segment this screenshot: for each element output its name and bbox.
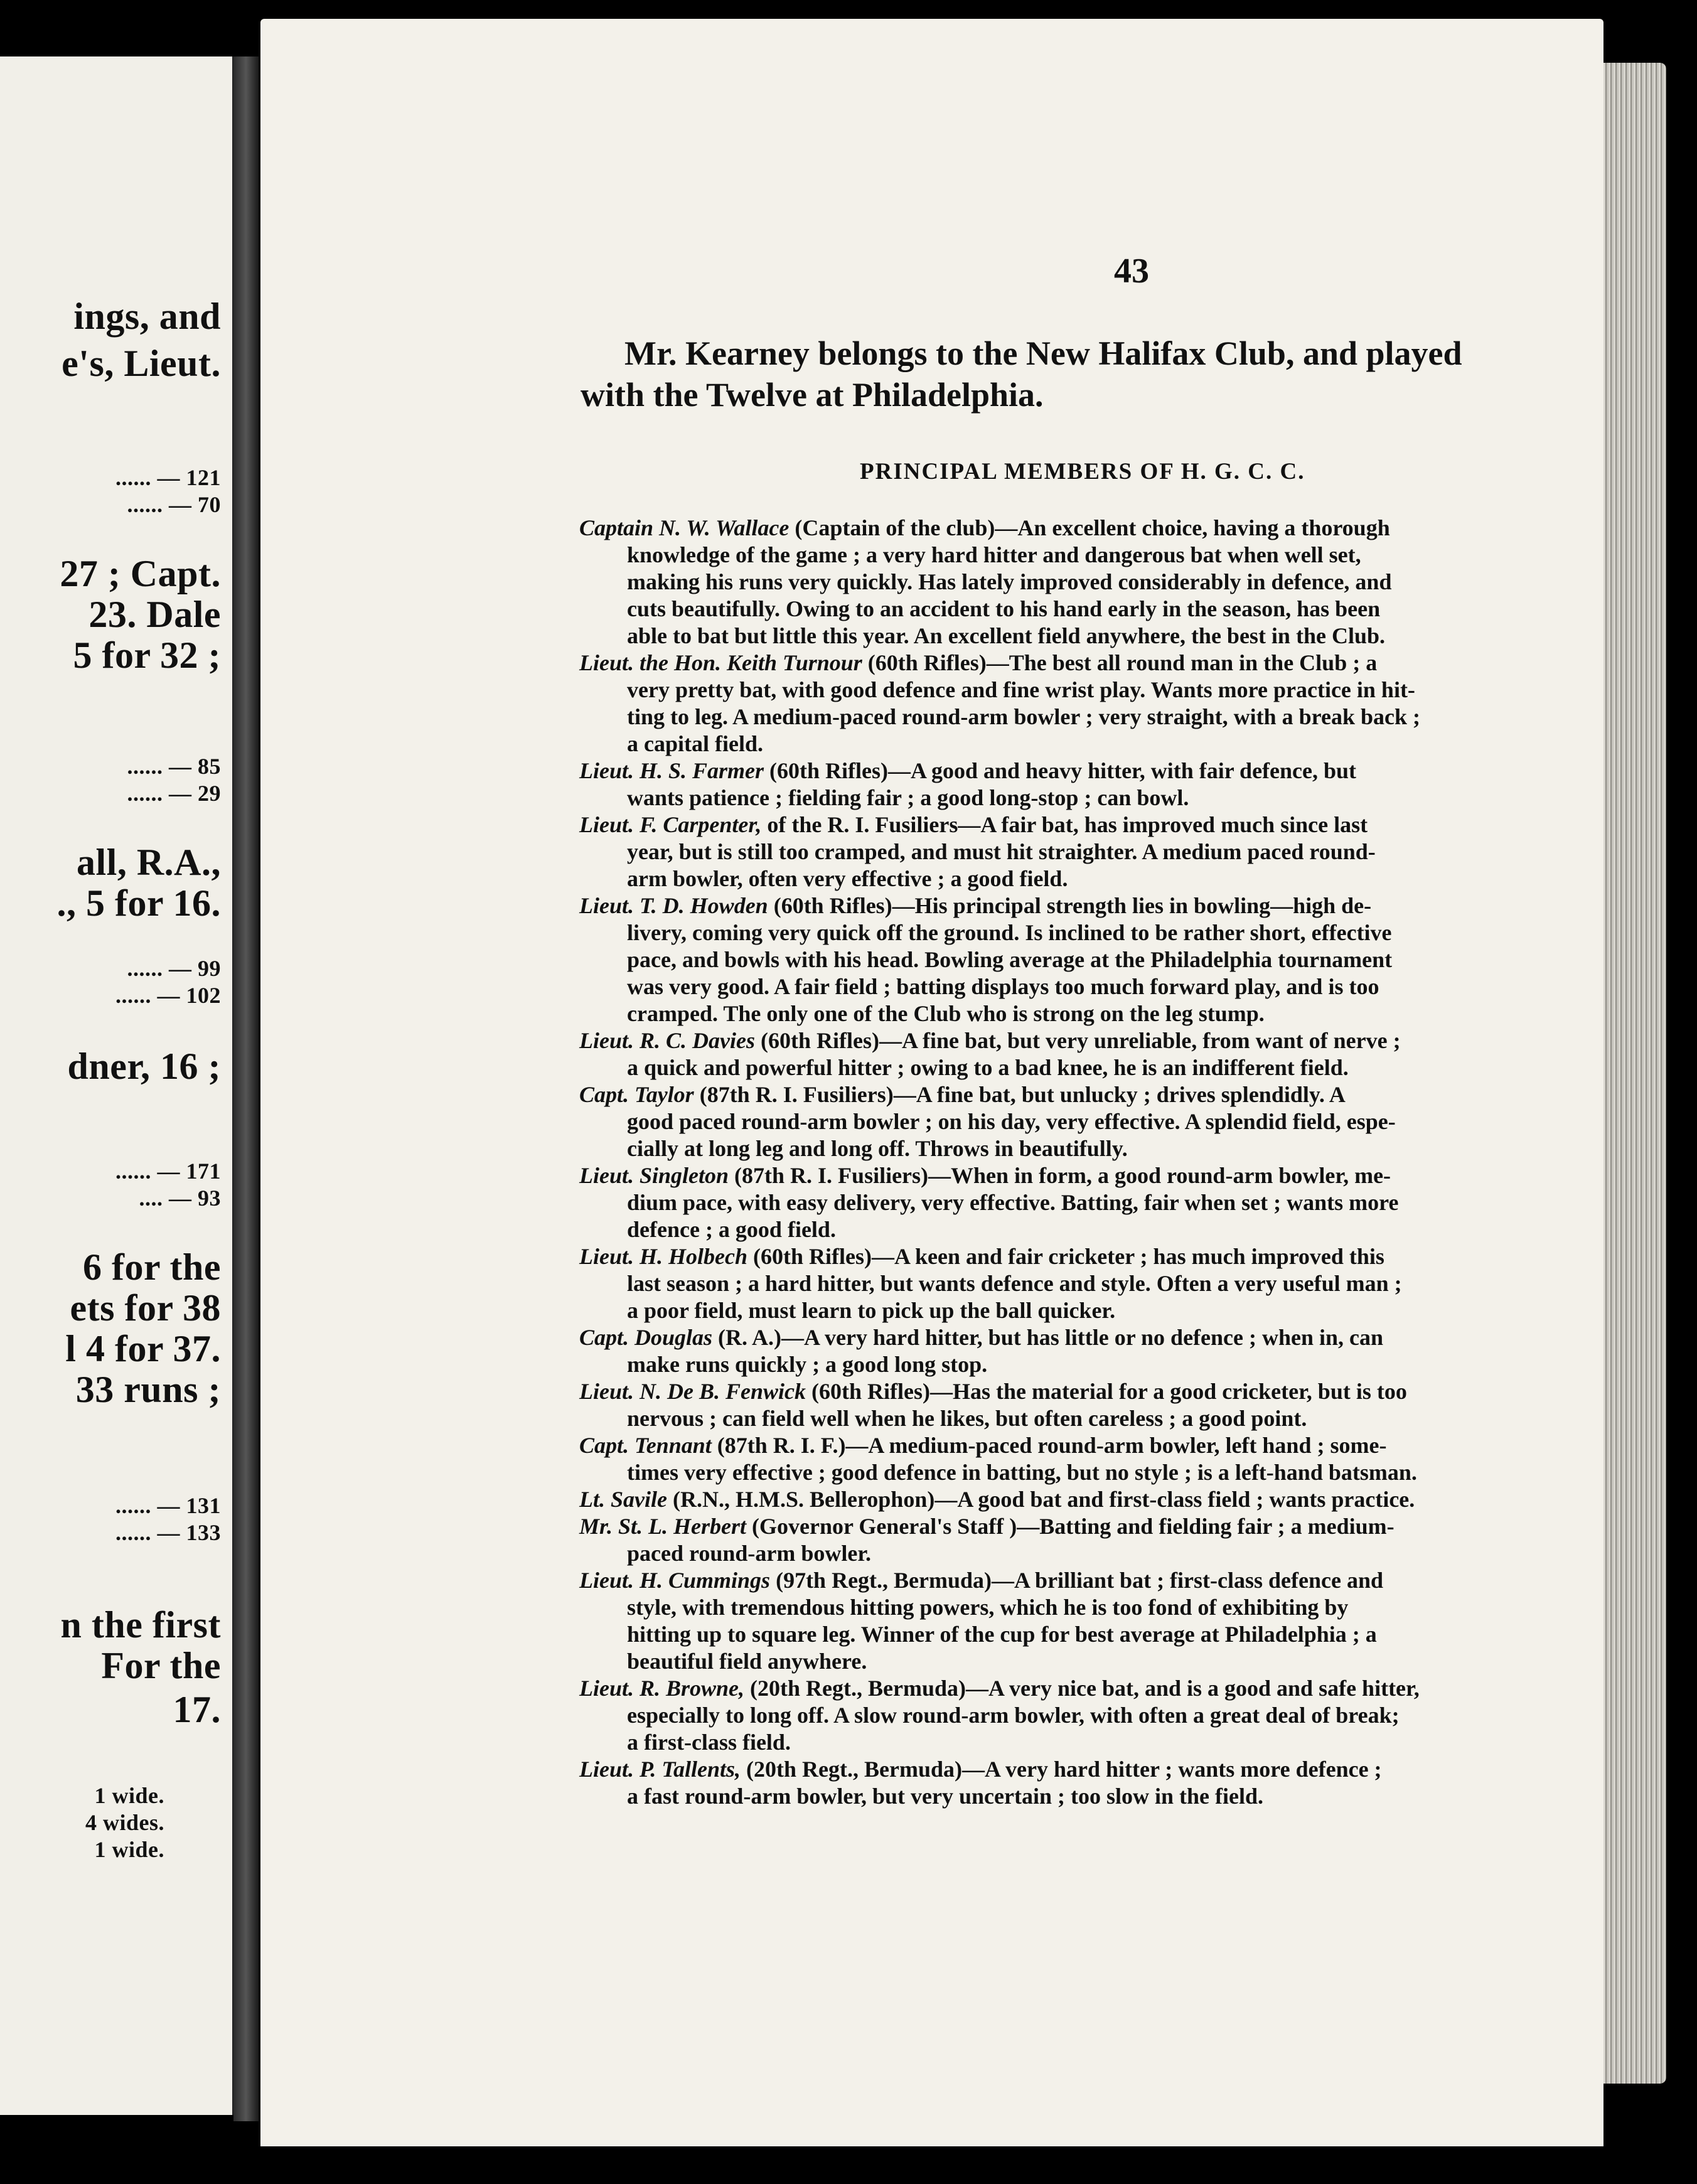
member-entry-line: especially to long off. A slow round-arm bowler, with often a great deal of break; (627, 1703, 1400, 1728)
left-page-line: all, R.A., (77, 842, 221, 883)
member-entry (579, 650, 1603, 757)
left-page-line: ets for 38 (70, 1287, 221, 1329)
member-name: Capt. Taylor (579, 1082, 694, 1107)
member-entry (579, 515, 1603, 650)
intro-line-2: with the Twelve at Philadelphia. (581, 376, 1044, 414)
member-entry-line: making his runs very quickly. Has lately improved considerably in defence, and (627, 569, 1392, 594)
member-entry-line: Mr. St. L. Herbert (Governor General's Staff )—Batting and fielding fair ; a medium- (579, 1514, 1395, 1539)
member-entry (579, 1567, 1603, 1675)
page-edges (1603, 63, 1666, 2084)
left-page-line: ...... — 102 (115, 983, 221, 1008)
section-heading: PRINCIPAL MEMBERS OF H. G. C. C. (860, 459, 1305, 484)
member-name: Lieut. H. S. Farmer (579, 758, 764, 783)
member-name: Lieut. the Hon. Keith Turnour (579, 650, 862, 675)
member-entry-line: a fast round-arm bowler, but very uncertain ; too slow in the field. (627, 1784, 1263, 1809)
member-entry-line: last season ; a hard hitter, but wants defence and style. Often a very useful man ; (627, 1271, 1402, 1296)
left-page-line: 17. (173, 1689, 221, 1730)
left-page-line: ings, and (73, 296, 221, 337)
left-page-line: ...... — 99 (127, 956, 221, 981)
member-name: Lieut. Singleton (579, 1163, 729, 1188)
member-entry (579, 811, 1603, 892)
member-entry-line: dium pace, with easy delivery, very effective. Batting, fair when set ; wants more (627, 1190, 1399, 1215)
member-entry-line: Lieut. H. Holbech (60th Rifles)—A keen and fair cricketer ; has much improved this (579, 1244, 1384, 1269)
member-entry-line: Lieut. R. C. Davies (60th Rifles)—A fine bat, but very unreliable, from want of nerve ; (579, 1028, 1401, 1053)
member-entry-line: defence ; a good field. (627, 1217, 836, 1242)
member-entry-line: pace, and bowls with his head. Bowling average at the Philadelphia tournament (627, 947, 1393, 972)
member-name: Capt. Tennant (579, 1433, 712, 1458)
member-entry-line: was very good. A fair field ; batting displays too much forward play, and is too (627, 974, 1379, 999)
member-entry-line: times very effective ; good defence in batting, but no style ; is a left-hand batsman. (627, 1460, 1417, 1485)
member-entry (579, 1756, 1603, 1810)
member-entry-line: Captain N. W. Wallace (Captain of the club)—An excellent choice, having a thorough (579, 515, 1390, 540)
member-entry-line: Capt. Taylor (87th R. I. Fusiliers)—A fine bat, but unlucky ; drives splendidly. A (579, 1082, 1346, 1107)
member-entry-line: a first-class field. (627, 1730, 791, 1755)
member-name: Mr. St. L. Herbert (579, 1514, 747, 1539)
member-entry-line: beautiful field anywhere. (627, 1649, 867, 1674)
book-gutter (233, 56, 259, 2121)
member-name: Captain N. W. Wallace (579, 515, 790, 540)
member-entry-line: a poor field, must learn to pick up the ball quicker. (627, 1298, 1116, 1323)
member-entry (579, 1324, 1603, 1378)
member-entry-line: Lieut. F. Carpenter, of the R. I. Fusiliers—A fair bat, has improved much since last (579, 812, 1368, 837)
member-entry (579, 1378, 1603, 1432)
member-entry-line: Capt. Tennant (87th R. I. F.)—A medium-paced round-arm bowler, left hand ; some- (579, 1433, 1387, 1458)
member-entry (579, 1486, 1603, 1513)
left-page-line: .... — 93 (139, 1186, 221, 1211)
member-entry-line: Lt. Savile (R.N., H.M.S. Bellerophon)—A good bat and first-class field ; wants practice. (579, 1487, 1415, 1512)
left-page-line: ...... — 133 (115, 1520, 221, 1545)
member-entry-line: Lieut. H. S. Farmer (60th Rifles)—A good and heavy hitter, with fair defence, but (579, 758, 1357, 783)
left-page-line: ...... — 70 (127, 492, 221, 517)
intro-line-1: Mr. Kearney belongs to the New Halifax Club, and played (624, 335, 1462, 372)
member-entry-line: cramped. The only one of the Club who is strong on the leg stump. (627, 1001, 1265, 1026)
left-page-line: 1 wide. (94, 1783, 164, 1808)
left-page-line: l 4 for 37. (65, 1328, 221, 1369)
member-entry (579, 1027, 1603, 1081)
member-name: Lt. Savile (579, 1487, 667, 1512)
member-name: Lieut. F. Carpenter, (579, 812, 762, 837)
left-page-line: n the first (60, 1604, 221, 1646)
left-page-line: For the (101, 1645, 221, 1686)
member-entry (579, 1162, 1603, 1243)
member-entry-line: good paced round-arm bowler ; on his day, very effective. A splendid field, espe- (627, 1109, 1396, 1134)
left-page-line: 5 for 32 ; (73, 634, 221, 676)
member-entry (579, 1243, 1603, 1324)
member-name: Lieut. H. Holbech (579, 1244, 747, 1269)
member-entry-line: make runs quickly ; a good long stop. (627, 1352, 988, 1377)
left-page-line: 23. Dale (88, 594, 221, 635)
member-entry-line: cially at long leg and long off. Throws in beautifully. (627, 1136, 1128, 1161)
member-entry (579, 1513, 1603, 1567)
left-page-line: ...... — 121 (115, 465, 221, 490)
member-entry-line: a capital field. (627, 731, 763, 756)
member-entry-line: a quick and powerful hitter ; owing to a bad knee, he is an indifferent field. (627, 1055, 1349, 1080)
member-entry (579, 892, 1603, 1027)
member-entry-line: Lieut. N. De B. Fenwick (60th Rifles)—Has the material for a good cricketer, but is too (579, 1379, 1407, 1404)
left-page-line: ., 5 for 16. (56, 882, 221, 924)
member-entry-line: style, with tremendous hitting powers, which he is too fond of exhibiting by (627, 1595, 1349, 1620)
member-entry-line: able to bat but little this year. An excellent field anywhere, the best in the Club. (627, 623, 1385, 648)
member-entry-line: Lieut. T. D. Howden (60th Rifles)—His principal strength lies in bowling—high de- (579, 893, 1372, 918)
member-entry-line: cuts beautifully. Owing to an accident to his hand early in the season, has been (627, 596, 1381, 621)
left-page-line: ...... — 29 (127, 781, 221, 806)
member-entry-line: very pretty bat, with good defence and fine wrist play. Wants more practice in hit- (627, 677, 1415, 702)
member-list (579, 515, 1603, 1810)
book-page (260, 19, 1603, 2146)
member-entry (579, 1432, 1603, 1486)
member-entry (579, 757, 1603, 811)
member-entry-line: Capt. Douglas (R. A.)—A very hard hitter, but has little or no defence ; when in, can (579, 1325, 1384, 1350)
left-page-line: ...... — 131 (115, 1493, 221, 1518)
member-name: Capt. Douglas (579, 1325, 713, 1350)
member-name: Lieut. N. De B. Fenwick (579, 1379, 806, 1404)
member-entry-line: livery, coming very quick off the ground. Is inclined to be rather short, effective (627, 920, 1392, 945)
left-page-line: 1 wide. (94, 1837, 164, 1862)
member-entry-line: arm bowler, often very effective ; a good field. (627, 866, 1068, 891)
facing-page-left (0, 56, 235, 2115)
left-page-line: 27 ; Capt. (60, 553, 221, 594)
member-name: Lieut. T. D. Howden (579, 893, 768, 918)
member-name: Lieut. H. Cummings (579, 1568, 771, 1593)
member-entry-line: hitting up to square leg. Winner of the cup for best average at Philadelphia ; a (627, 1622, 1377, 1647)
left-page-line: e's, Lieut. (62, 343, 221, 384)
member-entry-line: ting to leg. A medium-paced round-arm bowler ; very straight, with a break back ; (627, 704, 1420, 729)
member-entry-line: Lieut. Singleton (87th R. I. Fusiliers)—When in form, a good round-arm bowler, me- (579, 1163, 1391, 1188)
member-entry-line: paced round-arm bowler. (627, 1541, 872, 1566)
left-page-line: dner, 16 ; (67, 1046, 221, 1087)
member-name: Lieut. R. Browne, (579, 1676, 745, 1701)
member-entry (579, 1081, 1603, 1162)
member-entry-line: nervous ; can field well when he likes, but often careless ; a good point. (627, 1406, 1307, 1431)
left-page-line: 33 runs ; (75, 1369, 221, 1410)
left-page-line: 6 for the (82, 1246, 221, 1288)
intro-paragraph (581, 333, 1603, 415)
left-page-line: ...... — 85 (127, 754, 221, 779)
member-entry-line: Lieut. P. Tallents, (20th Regt., Bermuda)—A very hard hitter ; wants more defence ; (579, 1757, 1382, 1782)
member-entry-line: Lieut. the Hon. Keith Turnour (60th Rifles)—The best all round man in the Club ; a (579, 650, 1378, 675)
page-number: 43 (1114, 252, 1149, 291)
member-name: Lieut. R. C. Davies (579, 1028, 755, 1053)
member-entry-line: knowledge of the game ; a very hard hitter and dangerous bat when well set, (627, 542, 1361, 567)
member-entry-line: Lieut. H. Cummings (97th Regt., Bermuda)—A brilliant bat ; first-class defence and (579, 1568, 1383, 1593)
member-entry (579, 1675, 1603, 1756)
member-name: Lieut. P. Tallents, (579, 1757, 741, 1782)
member-entry-line: Lieut. R. Browne, (20th Regt., Bermuda)—A very nice bat, and is a good and safe hitter, (579, 1676, 1420, 1701)
left-page-line: 4 wides. (85, 1810, 164, 1835)
member-entry-line: year, but is still too cramped, and must hit straighter. A medium paced round- (627, 839, 1376, 864)
member-entry-line: wants patience ; fielding fair ; a good long-stop ; can bowl. (627, 785, 1189, 810)
left-page-line: ...... — 171 (115, 1159, 221, 1184)
